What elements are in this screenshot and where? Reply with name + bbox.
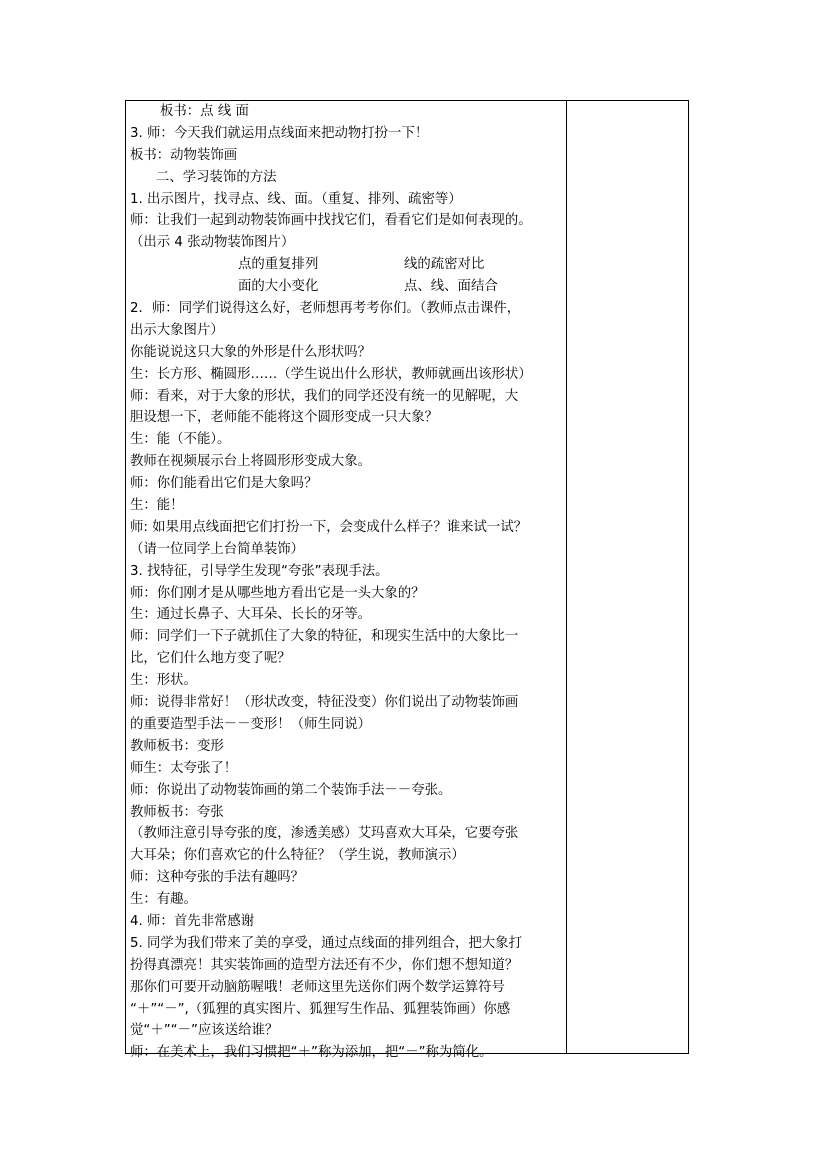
text-line: （教师注意引导夸张的度，渗透美感）艾玛喜欢大耳朵，它要夸张 <box>130 826 519 842</box>
image-caption-row <box>130 254 566 276</box>
text-line: （出示 4 张动物装饰图片） <box>130 235 295 251</box>
caption-text: 线的疏密对比 <box>404 257 485 273</box>
text-line: 师: 如果用点线面把它们打扮一下，会变成什么样子？谁来试一试？ <box>130 519 528 535</box>
caption-text: 点、线、面结合 <box>404 279 498 295</box>
text-line: 你能说说这只大象的外形是什么形状吗？ <box>130 344 372 360</box>
text-line: 师：说得非常好！（形状改变，特征没变）你们说出了动物装饰画 <box>130 695 519 711</box>
text-line: 教师在视频展示台上将圆形形变成大象。 <box>130 454 372 470</box>
text-line: 的重要造型手法－－变形！（师生同说） <box>130 716 372 732</box>
caption-text: 点的重复排列 <box>238 257 319 273</box>
section-heading: 二、学习装饰的方法 <box>156 169 277 185</box>
lesson-table <box>125 100 689 1061</box>
text-line: 教师板书：夸张 <box>130 804 224 820</box>
text-line: 师：这种夸张的手法有趣吗？ <box>130 870 305 886</box>
text-line: 2．师：同学们说得这么好，老师想再考考你们。（教师点击课件， <box>130 301 521 317</box>
text-line: 生：能！ <box>130 498 184 514</box>
text-line: 生：有趣。 <box>130 892 197 908</box>
text-line: 比，它们什么地方变了呢？ <box>130 651 291 667</box>
text-line: 3. 师：今天我们就运用点线面来把动物打扮一下！ <box>130 125 429 141</box>
text-line: 扮得真漂亮！其实装饰画的造型方法还有不少，你们想不想知道？ <box>130 957 519 973</box>
text-line: 生：长方形、椭圆形……（学生说出什么形状，教师就画出该形状） <box>130 366 532 382</box>
caption-text: 面的大小变化 <box>238 279 319 295</box>
text-line: （请一位同学上台简单装饰） <box>130 541 305 557</box>
text-line: 出示大象图片） <box>130 322 224 338</box>
text-line: 生：能（不能）。 <box>130 432 231 448</box>
text-line: 大耳朵；你们喜欢它的什么特征？（学生说，教师演示） <box>130 848 465 864</box>
text-line: 板书：点 线 面 <box>160 104 249 119</box>
text-line: 师：你说出了动物装饰画的第二个装饰手法－－夸张。 <box>130 782 452 798</box>
text-line: 那你们可要开动脑筋喔哦！老师这里先送你们两个数学运算符号 <box>130 979 505 995</box>
text-line: 师：你们刚才是从哪些地方看出它是一头大象的？ <box>130 585 425 601</box>
image-caption-row <box>130 276 566 298</box>
text-line: 3. 找特征，引导学生发现“夸张”表现手法。 <box>130 563 389 579</box>
text-line: 胆设想一下，老师能不能将这个圆形变成一只大象？ <box>130 410 438 426</box>
text-line: 教师板书：变形 <box>130 738 224 754</box>
text-line: 师：同学们一下子就抓住了大象的特征，和现实生活中的大象比一 <box>130 629 519 645</box>
text-line: 师：你们能看出它们是大象吗？ <box>130 476 318 492</box>
lesson-content-cell <box>130 101 566 1064</box>
text-line: “＋”“－”,（狐狸的真实图片、狐狸写生作品、狐狸装饰画）你感 <box>130 1001 511 1017</box>
text-line: 生：形状。 <box>130 673 197 689</box>
text-line: 师：让我们一起到动物装饰画中找找它们，看看它们是如何表现的。 <box>130 213 532 229</box>
text-line: 师：在美术上，我们习惯把“＋”称为添加，把“－”称为简化。 <box>130 1045 493 1061</box>
text-line: 师：看来，对于大象的形状，我们的同学还没有统一的见解呢，大 <box>130 388 519 404</box>
text-line: 1. 出示图片，找寻点、线、面。（重复、排列、疏密等） <box>130 191 462 207</box>
text-line: 4. 师：首先非常感谢 <box>130 913 255 929</box>
text-line: 5. 同学为我们带来了美的享受，通过点线面的排列组合，把大象打 <box>130 935 522 951</box>
text-line: 生：通过长鼻子、大耳朵、长长的牙等。 <box>130 607 372 623</box>
text-line: 觉“＋”“－”应该送给谁？ <box>130 1023 279 1039</box>
text-line: 板书：动物装饰画 <box>130 147 238 163</box>
text-line: 师生：太夸张了！ <box>130 760 238 776</box>
notes-cell <box>567 101 688 1053</box>
